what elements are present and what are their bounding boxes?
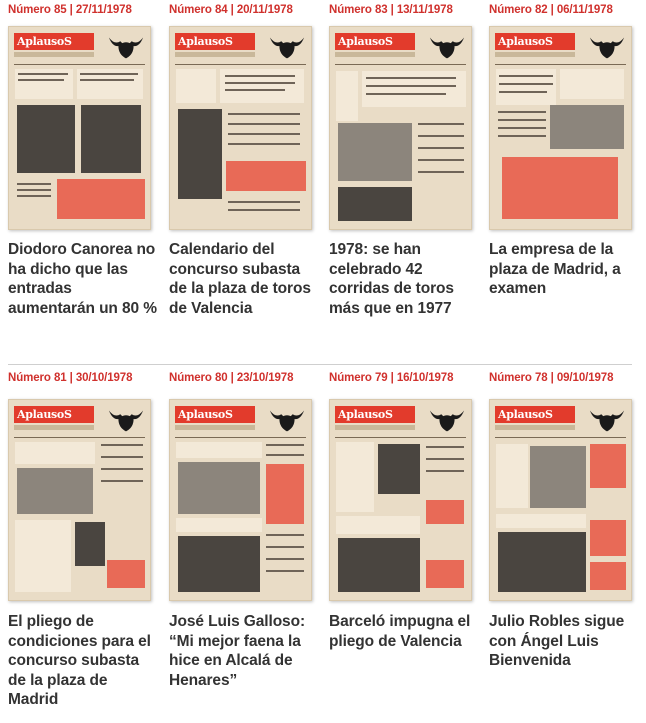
bull-head-icon — [428, 31, 466, 61]
row-divider — [8, 364, 632, 365]
issue-number-date[interactable]: Número 82 | 06/11/1978 — [489, 4, 613, 16]
issue-card[interactable] — [169, 0, 319, 355]
issue-number-date[interactable]: Número 81 | 30/10/1978 — [8, 372, 133, 384]
issue-card[interactable] — [489, 0, 639, 355]
issue-headline[interactable]: Barceló impugna el pliego de Valencia — [329, 613, 471, 650]
issue-headline[interactable]: Julio Robles sigue con Ángel Luis Bienvenida — [489, 613, 625, 669]
issue-card[interactable] — [329, 0, 479, 355]
cover-masthead: AplausoS — [14, 406, 94, 423]
issue-card[interactable] — [329, 368, 479, 723]
bull-head-icon — [588, 404, 626, 434]
cover-masthead: AplausoS — [175, 406, 255, 423]
issue-headline[interactable]: El pliego de condiciones para el concurso subasta de la plaza de Madrid — [8, 613, 151, 708]
issue-number-date[interactable]: Número 78 | 09/10/1978 — [489, 372, 614, 384]
cover-image[interactable] — [489, 26, 632, 230]
issue-headline[interactable]: La empresa de la plaza de Madrid, a examen — [489, 241, 621, 297]
bull-head-icon — [268, 31, 306, 61]
cover-image[interactable] — [8, 399, 151, 601]
bull-head-icon — [107, 404, 145, 434]
cover-image[interactable] — [169, 399, 312, 601]
cover-masthead: AplausoS — [495, 33, 575, 50]
cover-masthead: AplausoS — [495, 406, 575, 423]
bull-head-icon — [268, 404, 306, 434]
issue-number-date[interactable]: Número 83 | 13/11/1978 — [329, 4, 453, 16]
cover-masthead: AplausoS — [14, 33, 94, 50]
issue-number-date[interactable]: Número 85 | 27/11/1978 — [8, 4, 132, 16]
issue-card[interactable] — [8, 368, 158, 723]
issue-headline[interactable]: Calendario del concurso subasta de la plaza de toros de Valencia — [169, 241, 311, 317]
bull-head-icon — [588, 31, 626, 61]
bull-head-icon — [428, 404, 466, 434]
cover-image[interactable] — [329, 399, 472, 601]
issue-number-date[interactable]: Número 79 | 16/10/1978 — [329, 372, 454, 384]
issue-number-date[interactable]: Número 80 | 23/10/1978 — [169, 372, 294, 384]
cover-masthead: AplausoS — [175, 33, 255, 50]
cover-image[interactable] — [169, 26, 312, 230]
issue-number-date[interactable]: Número 84 | 20/11/1978 — [169, 4, 293, 16]
bull-head-icon — [107, 31, 145, 61]
issue-headline[interactable]: Diodoro Canorea no ha dicho que las entradas aumentarán un 80 % — [8, 241, 157, 317]
issue-card[interactable] — [489, 368, 639, 723]
issue-headline[interactable]: 1978: se han celebrado 42 corridas de toros más que en 1977 — [329, 241, 454, 317]
cover-masthead: AplausoS — [335, 406, 415, 423]
issue-card[interactable] — [169, 368, 319, 723]
cover-image[interactable] — [8, 26, 151, 230]
cover-image[interactable] — [329, 26, 472, 230]
issues-row-2 — [0, 368, 646, 723]
cover-masthead: AplausoS — [335, 33, 415, 50]
issue-headline[interactable]: José Luis Galloso: “Mi mejor faena la hice en Alcalá de Henares” — [169, 613, 306, 689]
cover-image[interactable] — [489, 399, 632, 601]
issue-card[interactable] — [8, 0, 158, 355]
issues-row-1 — [0, 0, 646, 355]
